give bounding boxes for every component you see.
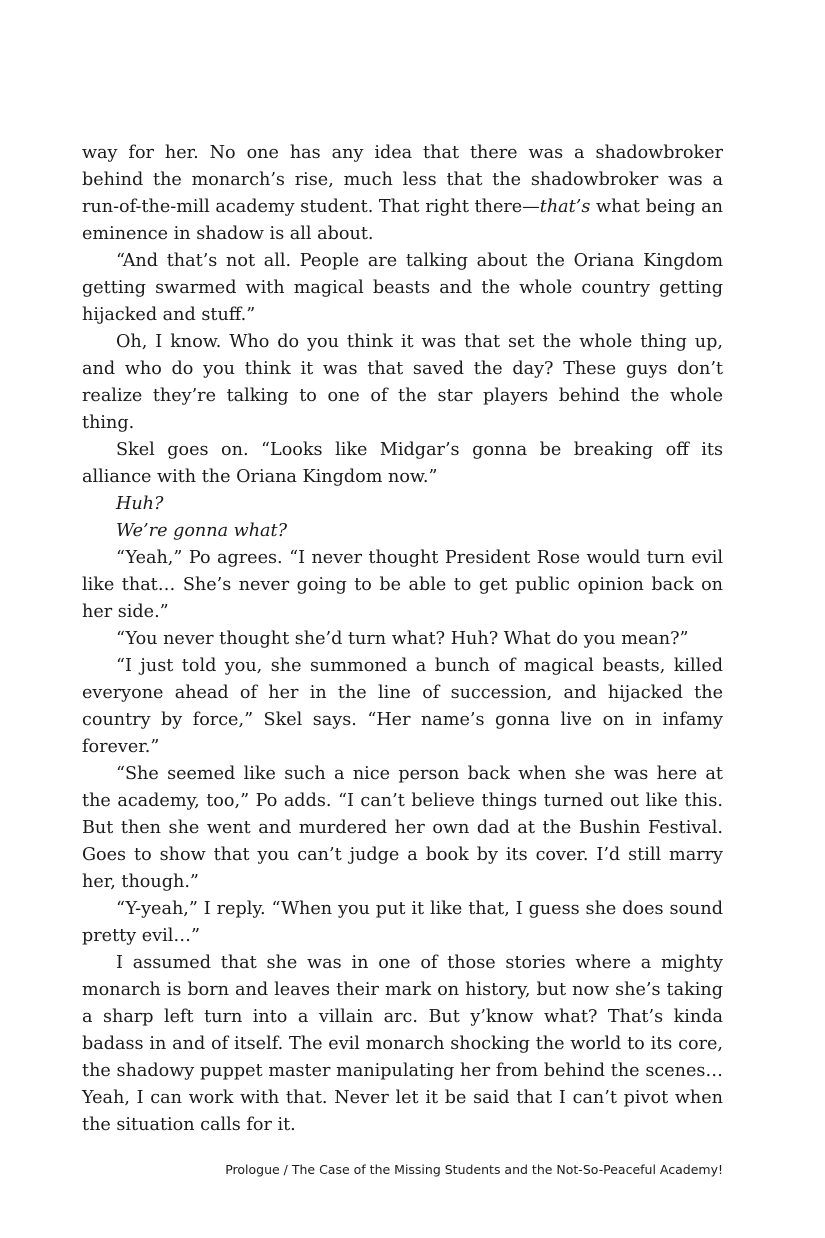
paragraph-text: way for her. No one has any idea that there was a shadowbroker behind the monarch’s rise, much less that the shadowbroker was a run-of-the-mill academy student. That right there— <box>82 143 723 217</box>
paragraph-text: what being an eminence in shadow is all about. <box>82 197 723 244</box>
paragraph: “She seemed like such a nice person back when she was here at the academy, too,” Po adds. “I can’t believe things turned out like this. But then she went and murdered her own dad at the Bushin Festival. Goes to show that you can’t judge a book by its cover. I’d still marry her, though.” <box>82 764 723 892</box>
paragraph: “Y-yeah,” I reply. “When you put it like that, I guess she does sound pretty evil…” <box>82 899 723 946</box>
paragraph: Skel goes on. “Looks like Midgar’s gonna be breaking off its alliance with the Oriana Kingdom now.” <box>82 440 723 487</box>
paragraph: “Yeah,” Po agrees. “I never thought President Rose would turn evil like that… She’s never going to be able to get public opinion back on her side.” <box>82 548 723 622</box>
paragraph: I assumed that she was in one of those stories where a mighty monarch is born and leaves their mark on history, but now she’s taking a sharp left turn into a villain arc. But y’know what? That’s kinda badass in and of itself. The evil monarch shocking the world to its core, the shadowy puppet master manipulating her from behind the scenes… Yeah, I can work with that. Never let it be said that I can’t pivot when the situation calls for it. <box>82 953 723 1135</box>
paragraph <box>82 140 723 248</box>
paragraph: “And that’s not all. People are talking about the Oriana Kingdom getting swarmed with magical beasts and the whole country getting hijacked and stuff.” <box>82 251 723 325</box>
paragraph: “I just told you, she summoned a bunch of magical beasts, killed everyone ahead of her in the line of succession, and hijacked the country by force,” Skel says. “Her name’s gonna live on in infamy forever.” <box>82 656 723 757</box>
body-text <box>82 140 723 1139</box>
thought-paragraph: Huh? <box>116 494 164 514</box>
paragraph: Oh, I know. Who do you think it was that set the whole thing up, and who do you think it was that saved the day? These guys don’t realize they’re talking to one of the star players behind the whole thing. <box>82 332 723 433</box>
emphasis-text: that’s <box>539 197 591 217</box>
thought-paragraph: We’re gonna what? <box>116 521 288 541</box>
running-footer: Prologue / The Case of the Missing Students and the Not-So-Peaceful Academy! <box>225 1162 723 1177</box>
paragraph: “You never thought she’d turn what? Huh? What do you mean?” <box>116 629 689 649</box>
